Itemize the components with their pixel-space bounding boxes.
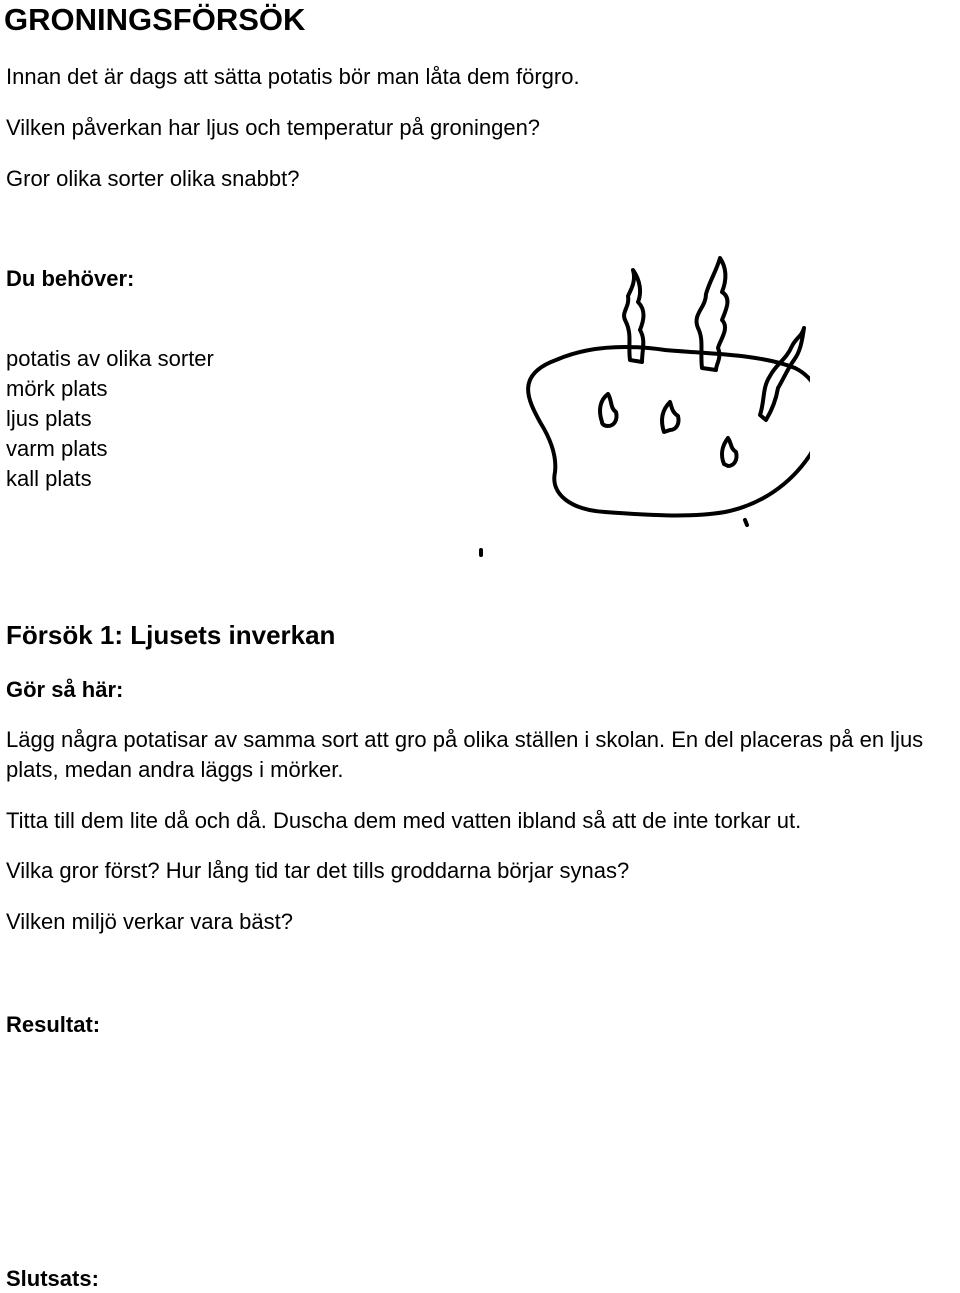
experiment-heading: Försök 1: Ljusets inverkan <box>6 620 336 650</box>
list-item: potatis av olika sorter <box>6 346 214 371</box>
question-2: Vilken miljö verkar vara bäst? <box>6 909 293 934</box>
sprouting-potato-icon <box>470 250 810 560</box>
instruction-paragraph-1: Lägg några potatisar av samma sort att gro på olika ställen i skolan. En del placeras på en ljus plats, medan andra läggs i mörker. <box>6 727 924 782</box>
result-heading: Resultat: <box>6 1012 101 1037</box>
needs-list <box>6 344 214 494</box>
intro-line-3: Gror olika sorter olika snabbt? <box>6 166 300 191</box>
instruction-paragraph-2: Titta till dem lite då och då. Duscha dem med vatten ibland så att de inte torkar ut. <box>6 808 802 833</box>
list-item: mörk plats <box>6 376 108 401</box>
howto-heading: Gör så här: <box>6 677 124 702</box>
list-item: varm plats <box>6 436 108 461</box>
intro-line-2: Vilken påverkan har ljus och temperatur på groningen? <box>6 115 541 140</box>
needs-heading: Du behöver: <box>6 266 135 291</box>
question-1: Vilka gror först? Hur lång tid tar det tills groddarna börjar synas? <box>6 858 630 883</box>
intro-line-1: Innan det är dags att sätta potatis bör man låta dem förgro. <box>6 64 580 89</box>
conclusion-heading: Slutsats: <box>6 1266 99 1291</box>
page-title: GRONINGSFÖRSÖK <box>4 2 306 37</box>
list-item: ljus plats <box>6 406 92 431</box>
list-item: kall plats <box>6 466 92 491</box>
